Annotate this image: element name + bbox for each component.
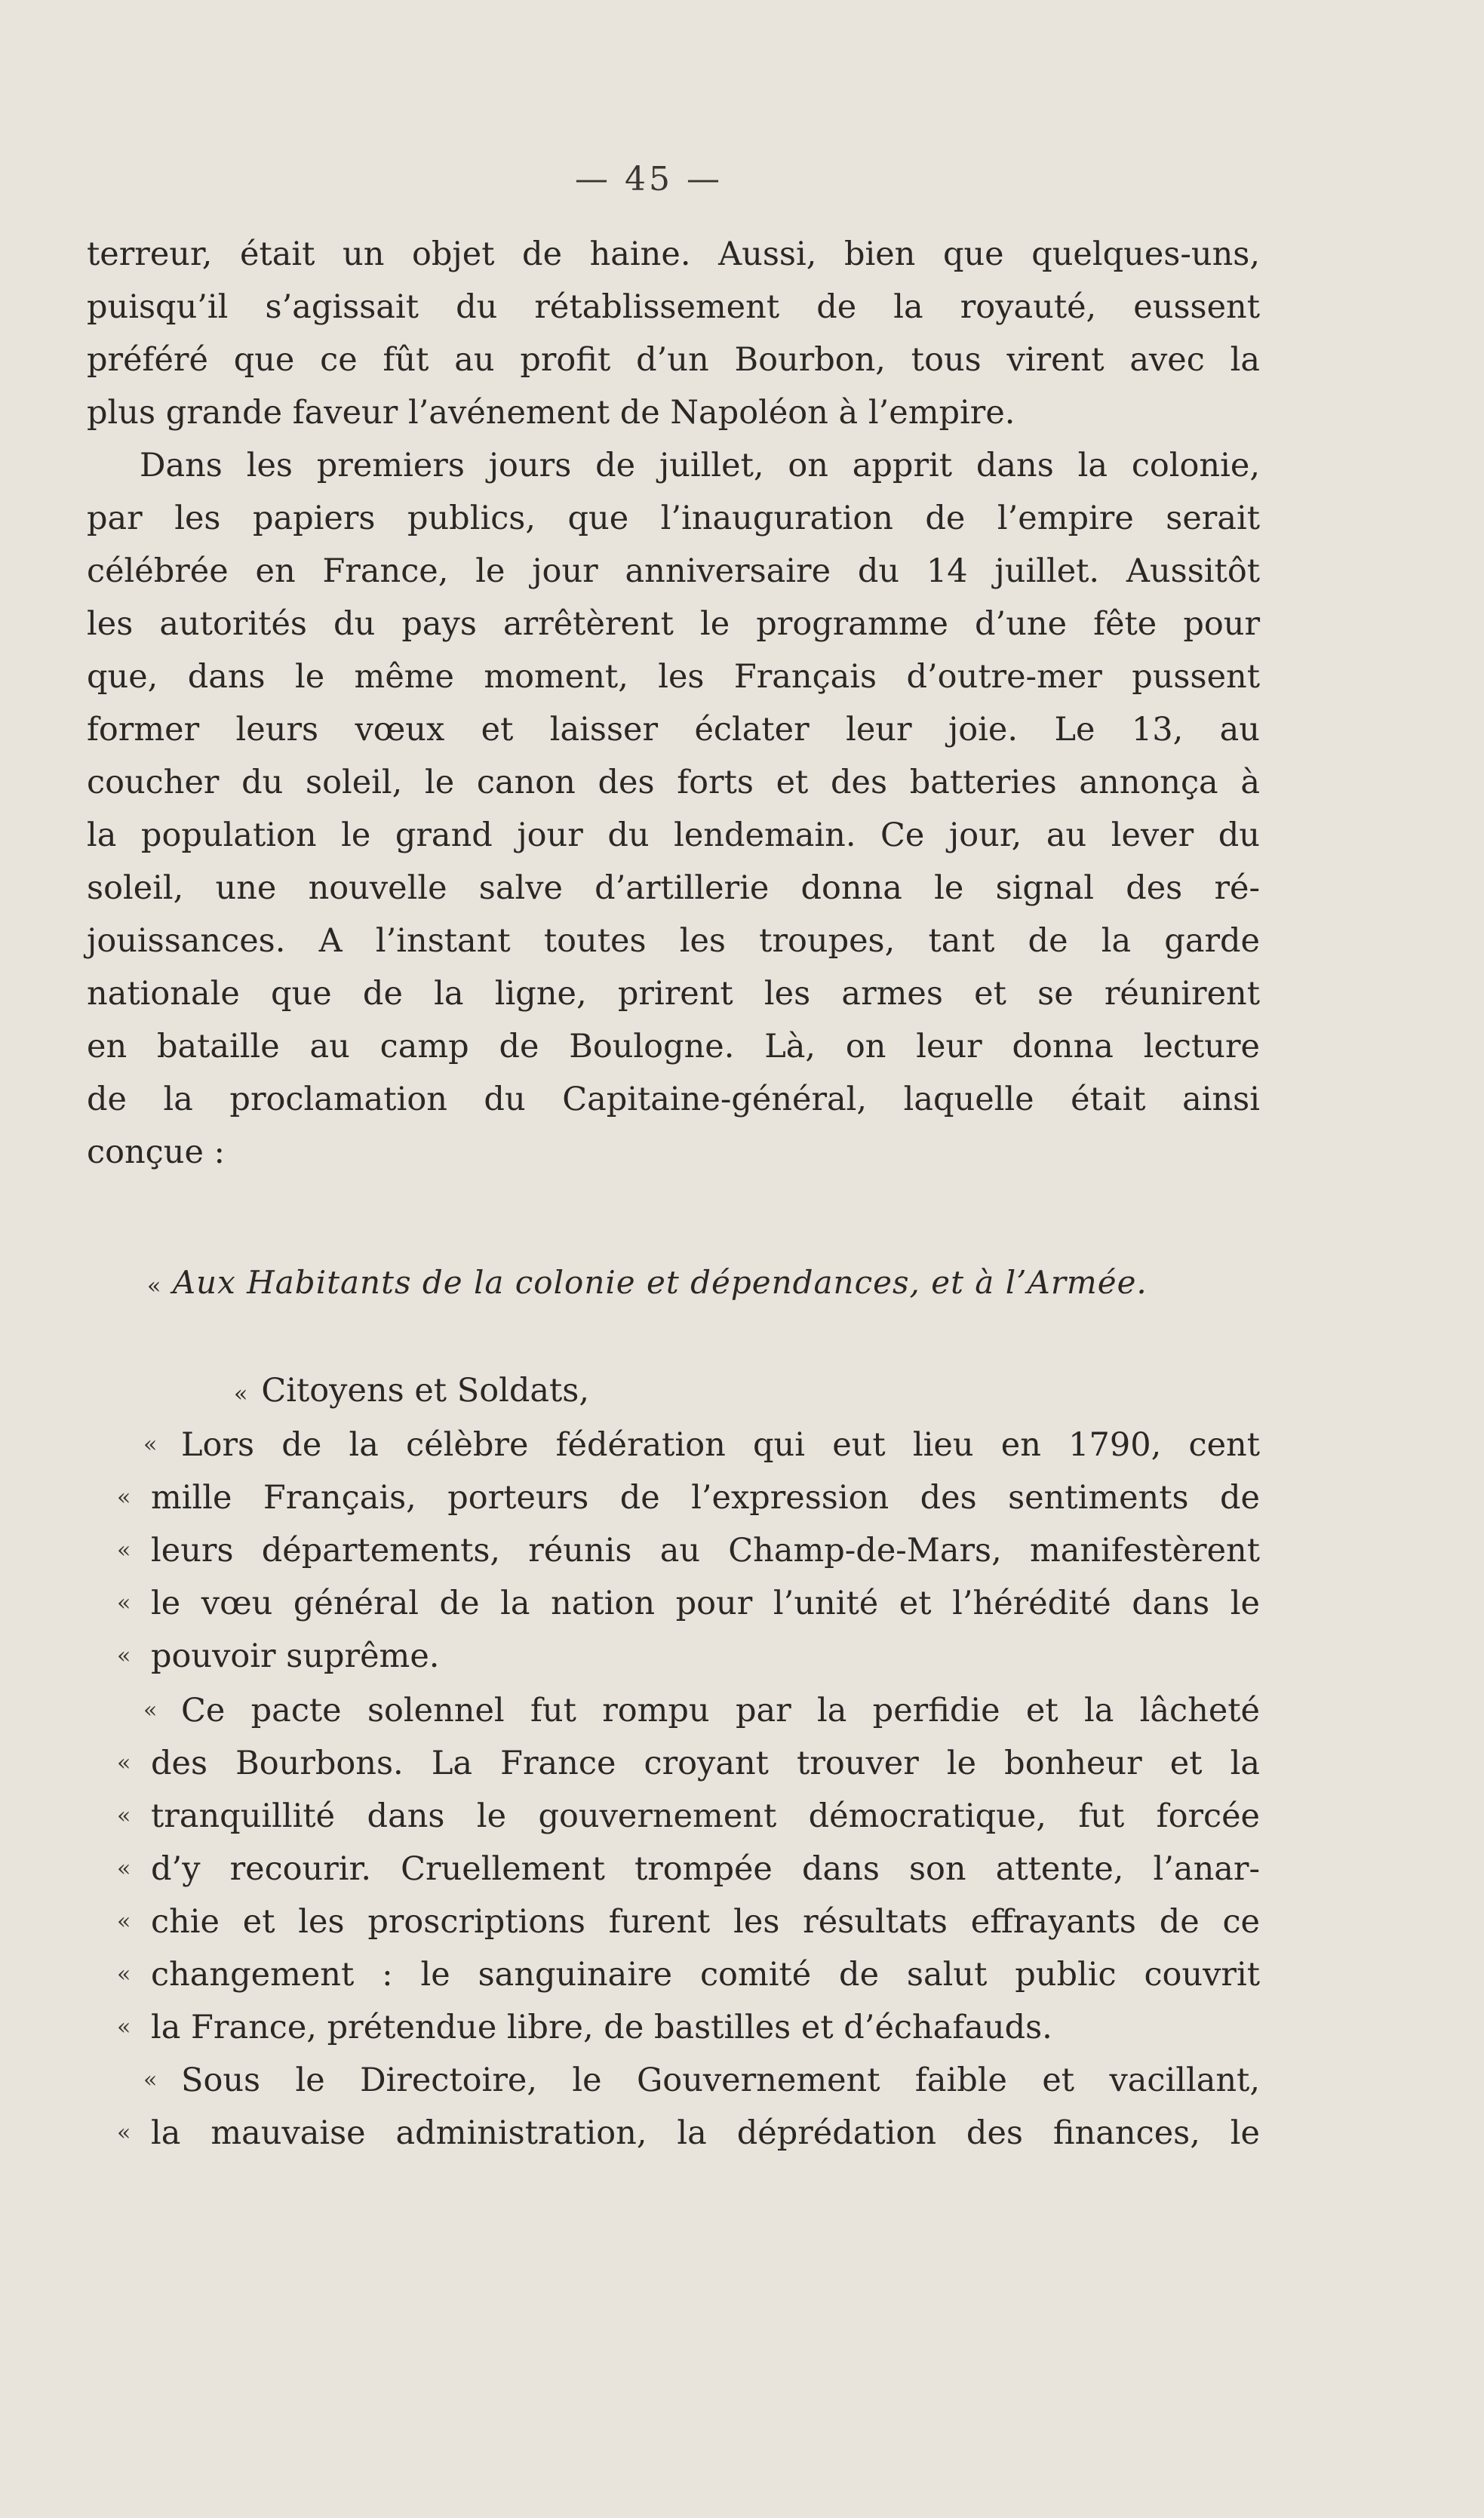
quote-text-line <box>117 1524 1260 1577</box>
quote-text: Ce pacte solennel fut rompu par la perfidie et la lâcheté <box>181 1692 1260 1729</box>
quote-text: tranquillité dans le gouvernement démocratique, fut forcée <box>151 1797 1260 1835</box>
quote-mark: « <box>117 1537 131 1563</box>
quote-text: mille Français, porteurs de l’expression des sentiments de <box>151 1479 1260 1517</box>
quote-text-line <box>117 1790 1260 1843</box>
quote-text-line <box>117 1471 1260 1524</box>
text-line: puisqu’il s’agissait du rétablissement de la royauté, eussent <box>87 288 1260 326</box>
salutation-line <box>234 1364 913 1417</box>
text-line: que, dans le même moment, les Français d’outre-mer pussent <box>87 658 1260 696</box>
quote-mark: « <box>117 2120 131 2146</box>
paragraph-july-celebration <box>87 439 1260 1179</box>
text-line: former leurs vœux et laisser éclater leur joie. Le 13, au <box>87 711 1260 749</box>
quote-text: d’y recourir. Cruellement trompée dans son attente, l’anar- <box>151 1850 1260 1888</box>
quote-mark: « <box>117 1855 131 1882</box>
paragraph-continuation <box>87 228 1260 439</box>
quote-mark: « <box>234 1381 248 1407</box>
proclamation-heading-text: Aux Habitants de la colonie et dépendances, et à l’Armée. <box>172 1264 1148 1301</box>
proclamation-salutation <box>234 1364 913 1417</box>
text-line: coucher du soleil, le canon des forts et des batteries annonça à <box>87 764 1260 801</box>
quote-text-line <box>117 1577 1260 1630</box>
quote-text: la France, prétendue libre, de bastilles et d’échafauds. <box>151 2009 1052 2046</box>
quote-text: Lors de la célèbre fédération qui eut lieu en 1790, cent <box>181 1426 1260 1464</box>
quote-text-line <box>117 1948 1260 2001</box>
text-line: terreur, était un objet de haine. Aussi, bien que quelques-uns, <box>87 235 1260 273</box>
quote-text: pouvoir suprême. <box>151 1637 440 1675</box>
text-line: célébrée en France, le jour anniversaire du 14 juillet. Aussitôt <box>87 552 1260 590</box>
quote-mark: « <box>117 1590 131 1616</box>
quote-text: la mauvaise administration, la déprédation des finances, le <box>151 2114 1260 2152</box>
salutation-text: Citoyens et Soldats, <box>261 1372 590 1410</box>
quote-mark: « <box>117 1750 131 1776</box>
page-number: — 45 — <box>575 160 723 198</box>
text-line: soleil, une nouvelle salve d’artillerie donna le signal des ré- <box>87 869 1260 907</box>
proclamation-paragraph-3 <box>117 2054 1260 2160</box>
text-line: plus grande faveur l’avénement de Napoléon à l’empire. <box>87 394 1015 432</box>
text-line: de la proclamation du Capitaine-général, laquelle était ainsi <box>87 1081 1260 1118</box>
quote-mark: « <box>143 2067 158 2093</box>
text-line: par les papiers publics, que l’inauguration de l’empire serait <box>87 500 1260 537</box>
quote-text-line <box>117 1843 1260 1895</box>
text-line: Dans les premiers jours de juillet, on apprit dans la colonie, <box>140 447 1260 484</box>
text-line: conçue : <box>87 1133 226 1171</box>
quote-text: leurs départements, réunis au Champ-de-Mars, manifestèrent <box>151 1532 1260 1570</box>
text-line: jouissances. A l’instant toutes les troupes, tant de la garde <box>87 922 1260 960</box>
quote-mark: « <box>117 1803 131 1829</box>
quote-mark: « <box>143 1431 158 1458</box>
proclamation-paragraph-2 <box>117 1684 1260 2054</box>
quote-text-line <box>143 1684 1260 1737</box>
quote-text-line <box>117 2107 1260 2160</box>
proclamation-paragraph-1 <box>117 1419 1260 1683</box>
quote-mark: « <box>117 1643 131 1669</box>
quote-text: changement : le sanguinaire comité de salut public couvrit <box>151 1956 1260 1994</box>
text-line: préféré que ce fût au profit d’un Bourbon, tous virent avec la <box>87 341 1260 379</box>
text-line: les autorités du pays arrêtèrent le programme d’une fête pour <box>87 605 1260 643</box>
quote-mark: « <box>117 2014 131 2040</box>
quote-text-line <box>143 2054 1260 2107</box>
quote-mark: « <box>147 1273 162 1299</box>
quote-mark: « <box>143 1697 158 1723</box>
text-line: en bataille au camp de Boulogne. Là, on leur donna lecture <box>87 1028 1260 1065</box>
quote-text-line <box>143 1419 1260 1471</box>
quote-mark: « <box>117 1484 131 1511</box>
quote-text-line <box>117 1895 1260 1948</box>
text-line: la population le grand jour du lendemain. Ce jour, au lever du <box>87 816 1260 854</box>
proclamation-heading <box>147 1264 1148 1301</box>
quote-mark: « <box>117 1908 131 1935</box>
quote-mark: « <box>117 1961 131 1988</box>
quote-text-line <box>117 1737 1260 1790</box>
text-line: nationale que de la ligne, prirent les armes et se réunirent <box>87 975 1260 1013</box>
quote-text: des Bourbons. La France croyant trouver le bonheur et la <box>151 1745 1260 1782</box>
quote-text-line <box>117 2001 1260 2054</box>
quote-text: Sous le Directoire, le Gouvernement faible et vacillant, <box>181 2061 1260 2099</box>
quote-text: le vœu général de la nation pour l’unité et l’hérédité dans le <box>151 1585 1260 1622</box>
quote-text: chie et les proscriptions furent les résultats effrayants de ce <box>151 1903 1260 1941</box>
quote-text-line <box>117 1630 1260 1683</box>
